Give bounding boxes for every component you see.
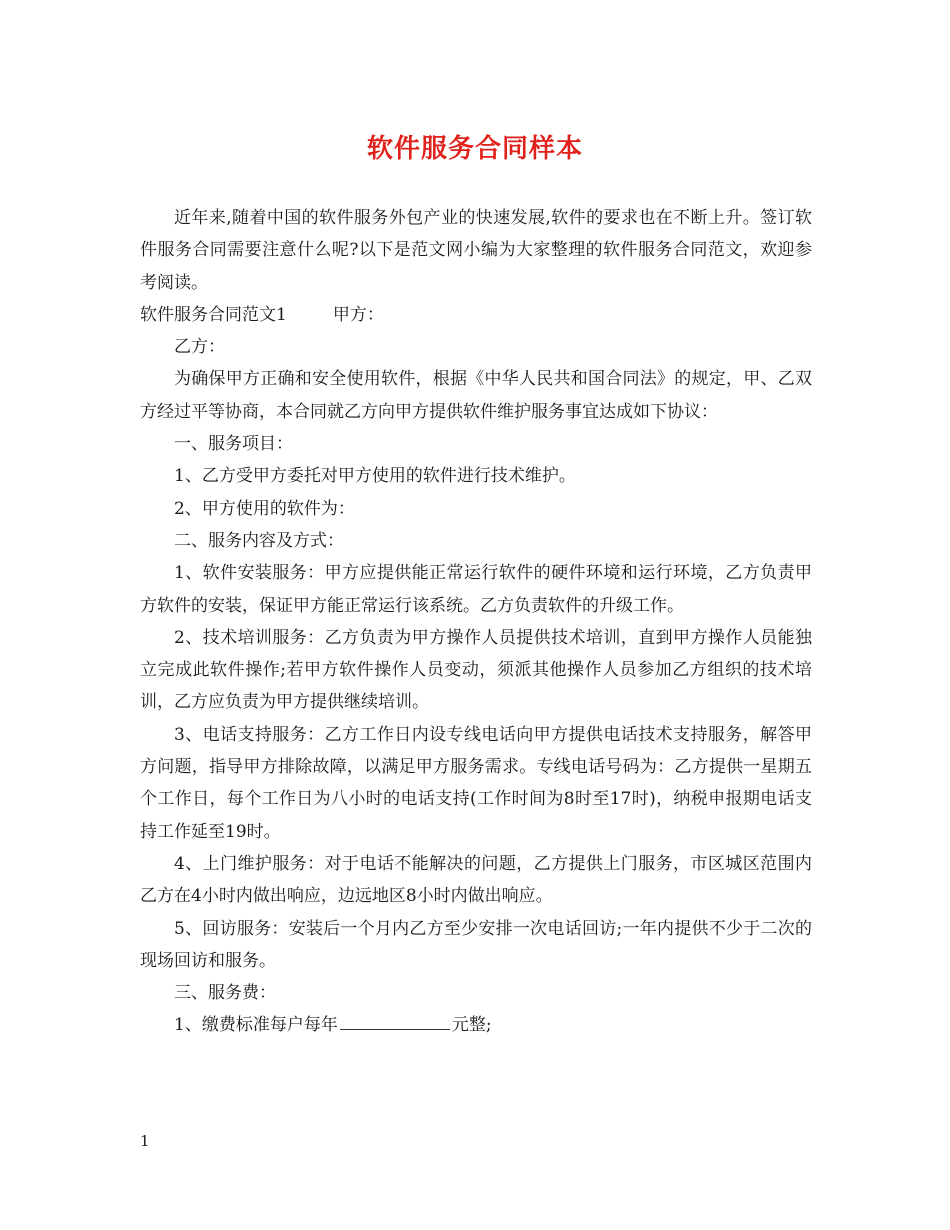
section-2-item-3: 3、电话支持服务：乙方工作日内设专线电话向甲方提供电话技术支持服务，解答甲方问题，指导甲方排除故障，以满足甲方服务需求。专线电话号码为：乙方提供一星期五个工作日，每个工作日为八小时的电话支持(工作时间为8时至17时)，纳税申报期电话支持工作延至19时。 (140, 724, 812, 842)
party-a-label: 甲方： (332, 304, 384, 325)
document-title: 软件服务合同样本 (366, 134, 583, 164)
section-2-item-2: 2、技术培训服务：乙方负责为甲方操作人员提供技术培训，直到甲方操作人员能独立完成此软件操作;若甲方软件操作人员变动，须派其他操作人员参加乙方组织的技术培训，乙方应负责为甲方提供继续培训。 (140, 627, 812, 713)
sample-heading-line (140, 299, 812, 331)
party-b-label: 乙方： (174, 337, 225, 358)
section-1-item-1: 1、乙方受甲方委托对甲方使用的软件进行技术维护。 (174, 466, 576, 487)
section-3-heading: 三、服务费： (174, 983, 276, 1004)
fee-amount-blank[interactable] (340, 1011, 450, 1030)
section-3-item-1 (140, 1009, 812, 1041)
intro-paragraph: 近年来,随着中国的软件服务外包产业的快速发展,软件的要求也在不断上升。签订软件服务合同需要注意什么呢?以下是范文网小编为大家整理的软件服务合同范文，欢迎参考阅读。 (140, 208, 812, 293)
section-2-item-5: 5、回访服务：安装后一个月内乙方至少安排一次电话回访;一年内提供不少于二次的现场回访和服务。 (140, 918, 812, 971)
section-1-item-2: 2、甲方使用的软件为： (174, 498, 355, 519)
document-body (140, 202, 812, 1042)
preamble-paragraph: 为确保甲方正确和安全使用软件，根据《中华人民共和国合同法》的规定，甲、乙双方经过平等协商，本合同就乙方向甲方提供软件维护服务事宜达成如下协议： (140, 369, 812, 422)
section-1-heading: 一、服务项目： (174, 434, 293, 455)
fee-unit-label: 元整; (451, 1015, 492, 1036)
section-2-heading: 二、服务内容及方式： (174, 530, 344, 551)
sample-heading: 软件服务合同范文1 (140, 304, 287, 325)
section-2-item-4: 4、上门维护服务：对于电话不能解决的问题，乙方提供上门服务，市区城区范围内乙方在4小时内做出响应，边远地区8小时内做出响应。 (140, 853, 812, 907)
fee-standard-label: 1、缴费标准每户每年 (174, 1015, 338, 1036)
section-2-item-1: 1、软件安装服务：甲方应提供能正常运行软件的硬件环境和运行环境，乙方负责甲方软件的安装，保证甲方能正常运行该系统。乙方负责软件的升级工作。 (140, 563, 812, 616)
page-number: 1 (140, 1132, 150, 1150)
